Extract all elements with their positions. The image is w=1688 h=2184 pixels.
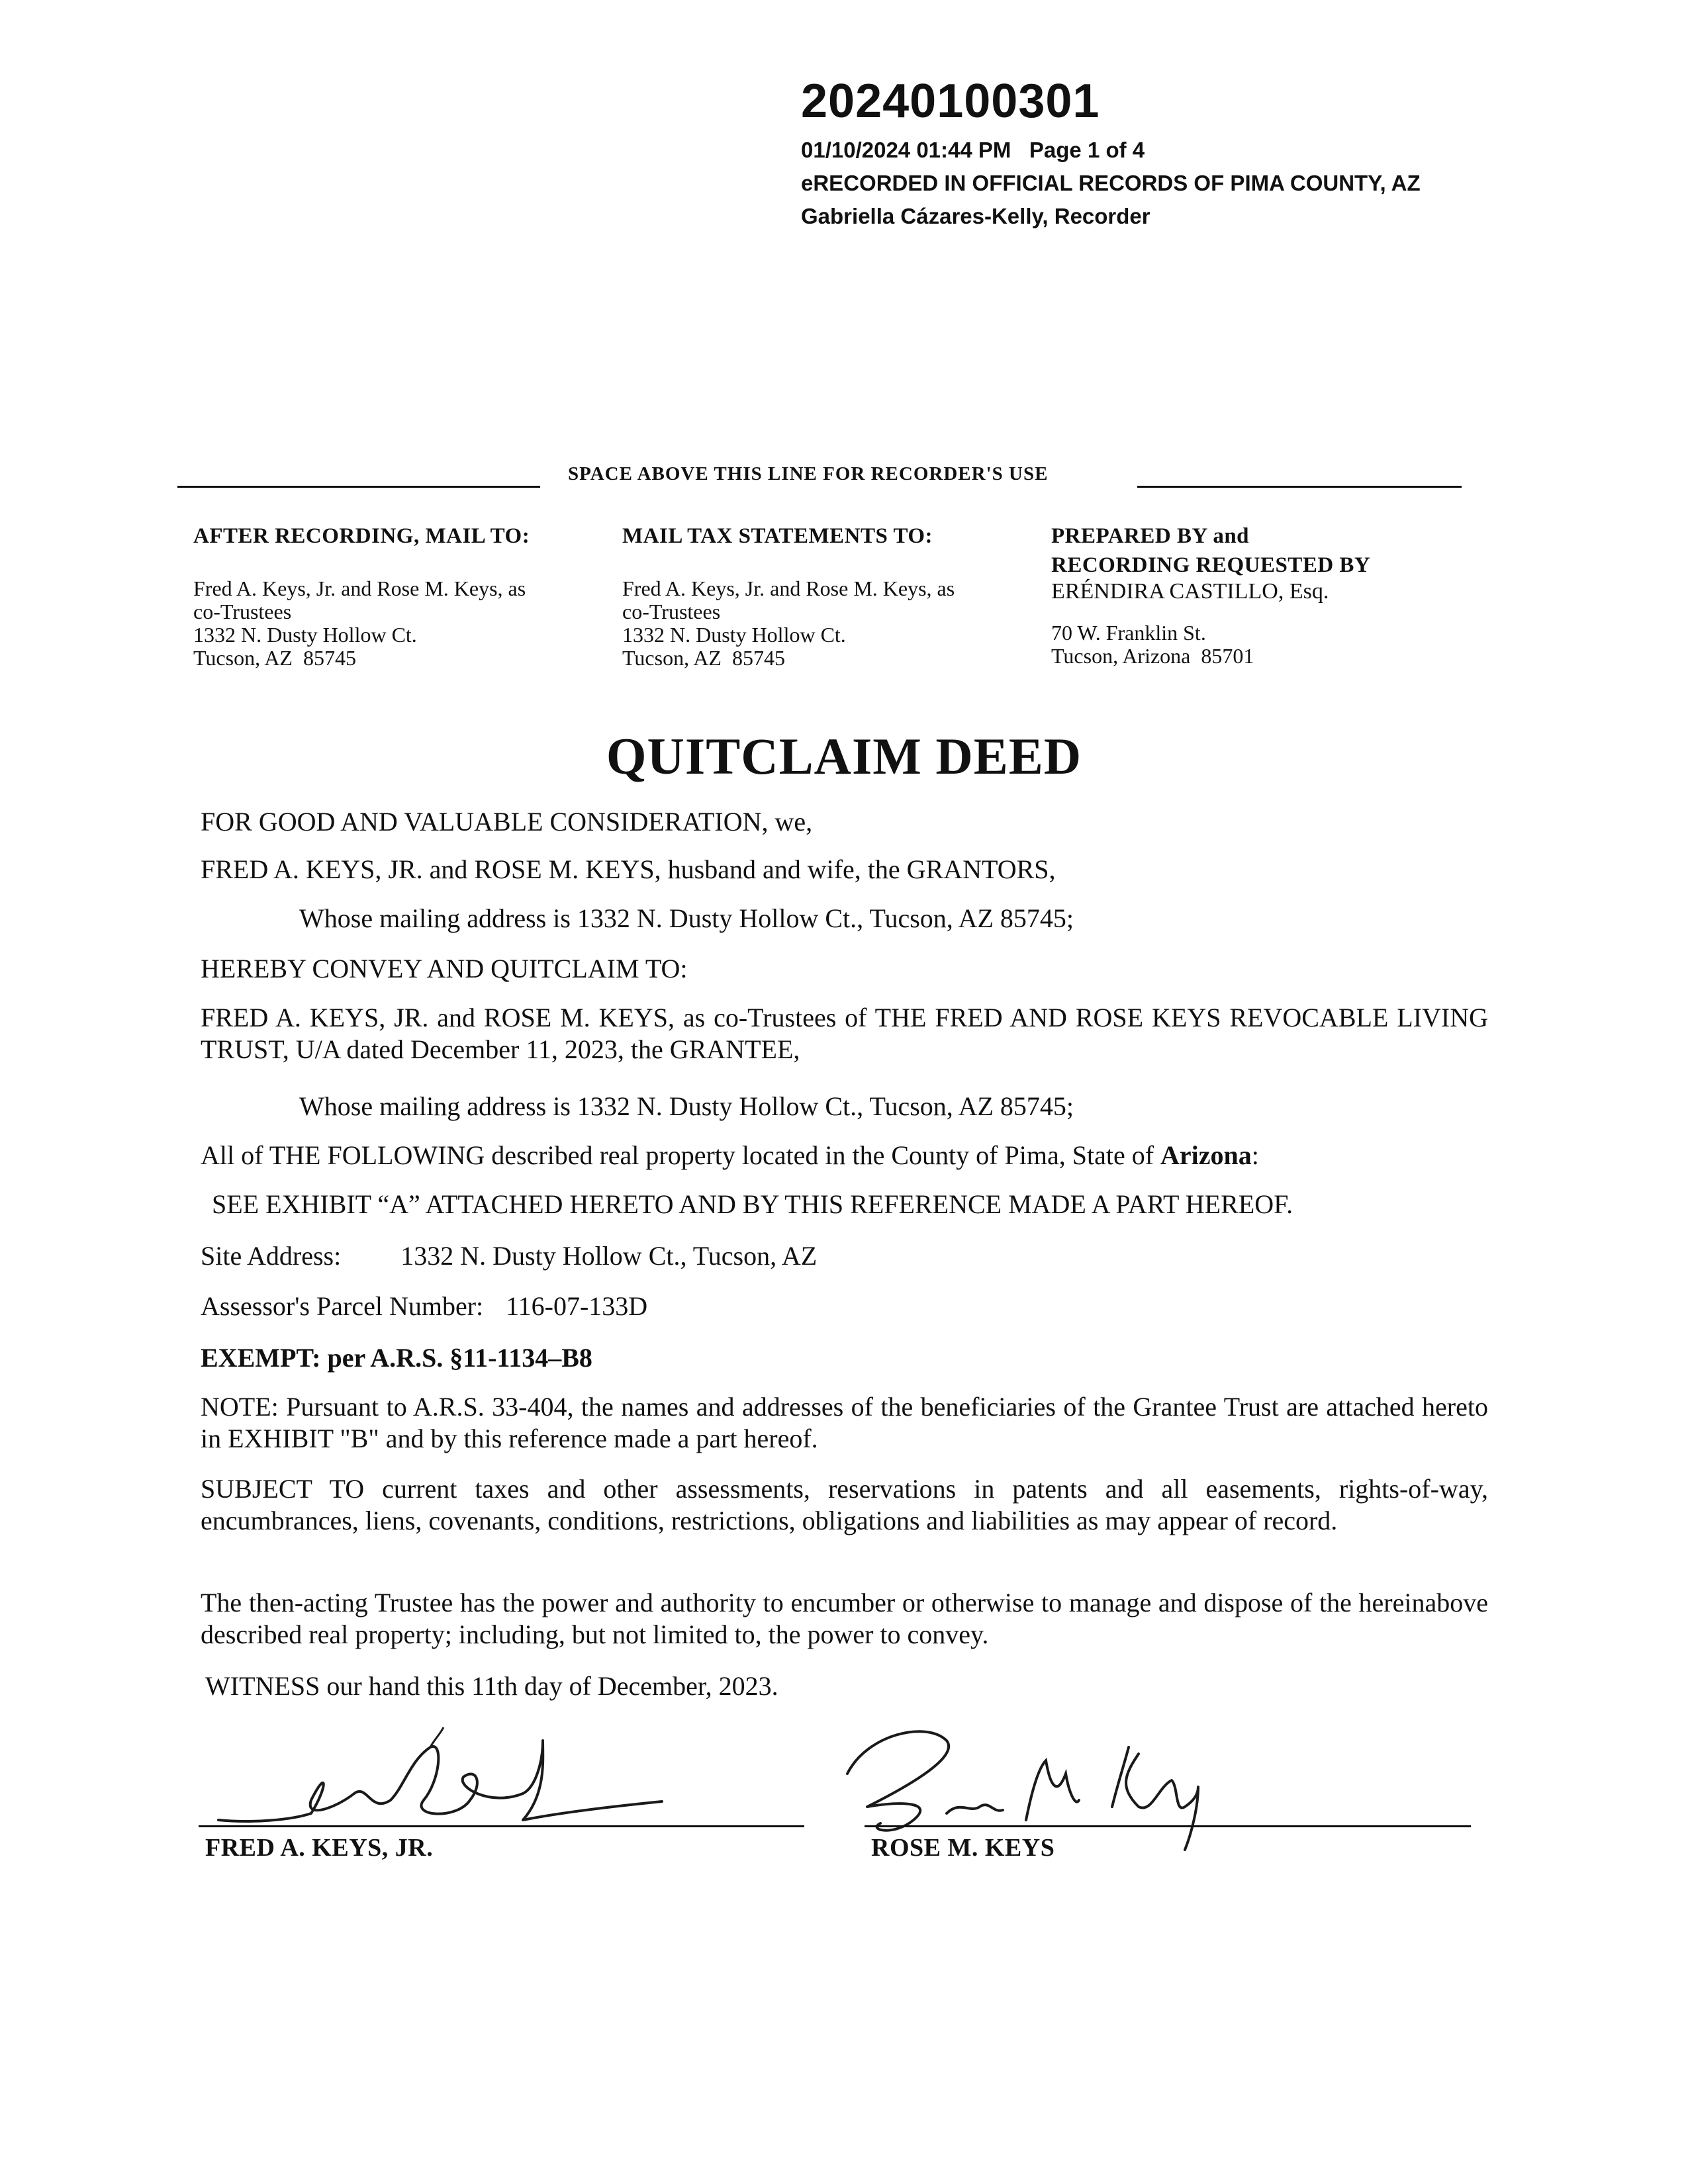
preparer-address-line: Tucson, Arizona 85701 xyxy=(1051,644,1254,668)
after-recording-mail-to xyxy=(193,522,604,670)
grantor1-signature-line xyxy=(199,1825,804,1827)
tax-statements-line: Fred A. Keys, Jr. and Rose M. Keys, as xyxy=(622,576,955,600)
grantors-clause: FRED A. KEYS, JR. and ROSE M. KEYS, husband and wife, the GRANTORS, xyxy=(201,854,1056,884)
tax-statements-line: 1332 N. Dusty Hollow Ct. xyxy=(622,623,846,647)
recorder-use-label: SPACE ABOVE THIS LINE FOR RECORDER'S USE xyxy=(568,463,1049,484)
exhibit-a-reference: SEE EXHIBIT “A” ATTACHED HERETO AND BY THIS REFERENCE MADE A PART HEREOF. xyxy=(212,1189,1293,1219)
grantors-address: Whose mailing address is 1332 N. Dusty Hollow Ct., Tucson, AZ 85745; xyxy=(299,903,1074,933)
mail-to-line: 1332 N. Dusty Hollow Ct. xyxy=(193,623,417,647)
recorder-use-divider xyxy=(177,463,1462,490)
beneficiaries-note: NOTE: Pursuant to A.R.S. 33-404, the names and addresses of the beneficiaries of the Grantee Trust are attached hereto in EXHIBIT "B" and by this reference made a part hereof. xyxy=(201,1392,1488,1453)
recording-requested-by-heading: RECORDING REQUESTED BY xyxy=(1051,553,1371,577)
grantor1-name: FRED A. KEYS, JR. xyxy=(205,1834,434,1862)
grantee-clause: FRED A. KEYS, JR. and ROSE M. KEYS, as co-Trustees of THE FRED AND ROSE KEYS REVOCABLE LIVING TRUST, U/A dated December 11, 2023, the GRANTEE, xyxy=(201,1003,1488,1064)
exempt-statement: EXEMPT: per A.R.S. §11-1134–B8 xyxy=(201,1343,592,1373)
document-title: QUITCLAIM DEED xyxy=(606,727,1082,785)
grantor1-signature xyxy=(212,1721,675,1846)
preparer-address-line: 70 W. Franklin St. xyxy=(1051,621,1206,645)
trustee-power-clause: The then-acting Trustee has the power and authority to encumber or otherwise to manage and dispose of the hereinabove described real property; including, but not limited to, the power to convey. xyxy=(201,1588,1488,1649)
prepared-by-heading: PREPARED BY and xyxy=(1051,524,1250,548)
property-state: Arizona xyxy=(1160,1140,1252,1170)
parcel-number-row xyxy=(201,1291,1488,1322)
mail-to-line: co-Trustees xyxy=(193,600,292,623)
recorded-in-text: eRECORDED IN OFFICIAL RECORDS OF PIMA COUNTY, AZ xyxy=(801,171,1421,195)
recording-datetime-page: 01/10/2024 01:44 PM Page 1 of 4 xyxy=(801,138,1145,162)
property-clause-text: All of THE FOLLOWING described real property located in the County of Pima, State of xyxy=(201,1140,1161,1170)
mail-to-heading: AFTER RECORDING, MAIL TO: xyxy=(193,524,530,548)
subject-to-clause: SUBJECT TO current taxes and other assessments, reservations in patents and all easements, rights-of-way, encumbrances, liens, covenants, conditions, restrictions, obligations and liabilities as may appear of record. xyxy=(201,1474,1488,1535)
grantor2-signature-line xyxy=(865,1825,1471,1827)
tax-statements-line: co-Trustees xyxy=(622,600,721,623)
mail-tax-statements-to xyxy=(622,522,1039,670)
mail-to-line: Fred A. Keys, Jr. and Rose M. Keys, as xyxy=(193,576,526,600)
site-address-row xyxy=(201,1240,1488,1272)
property-clause xyxy=(201,1140,1488,1171)
divider-rule-left xyxy=(177,486,540,488)
mail-to-line: Tucson, AZ 85745 xyxy=(193,646,356,670)
recorder-name: Gabriella Cázares-Kelly, Recorder xyxy=(801,204,1150,228)
parcel-number-label: Assessor's Parcel Number: xyxy=(201,1291,484,1321)
parcel-number-value: 116-07-133D xyxy=(506,1291,648,1321)
consideration-clause: FOR GOOD AND VALUABLE CONSIDERATION, we, xyxy=(201,807,813,837)
witness-clause: WITNESS our hand this 11th day of December, 2023. xyxy=(205,1671,778,1701)
site-address-value: 1332 N. Dusty Hollow Ct., Tucson, AZ xyxy=(400,1241,818,1271)
preparer-name: ERÉNDIRA CASTILLO, Esq. xyxy=(1051,579,1329,604)
tax-statements-line: Tucson, AZ 85745 xyxy=(622,646,785,670)
divider-rule-right xyxy=(1137,486,1462,488)
prepared-by xyxy=(1051,522,1475,668)
grantor2-name: ROSE M. KEYS xyxy=(871,1834,1055,1862)
convey-clause: HEREBY CONVEY AND QUITCLAIM TO: xyxy=(201,954,688,983)
property-clause-end: : xyxy=(1251,1140,1259,1170)
tax-statements-heading: MAIL TAX STATEMENTS TO: xyxy=(622,524,933,548)
document-number: 20240100301 xyxy=(801,75,1100,128)
grantee-address: Whose mailing address is 1332 N. Dusty Hollow Ct., Tucson, AZ 85745; xyxy=(299,1091,1074,1121)
site-address-label: Site Address: xyxy=(201,1241,342,1271)
